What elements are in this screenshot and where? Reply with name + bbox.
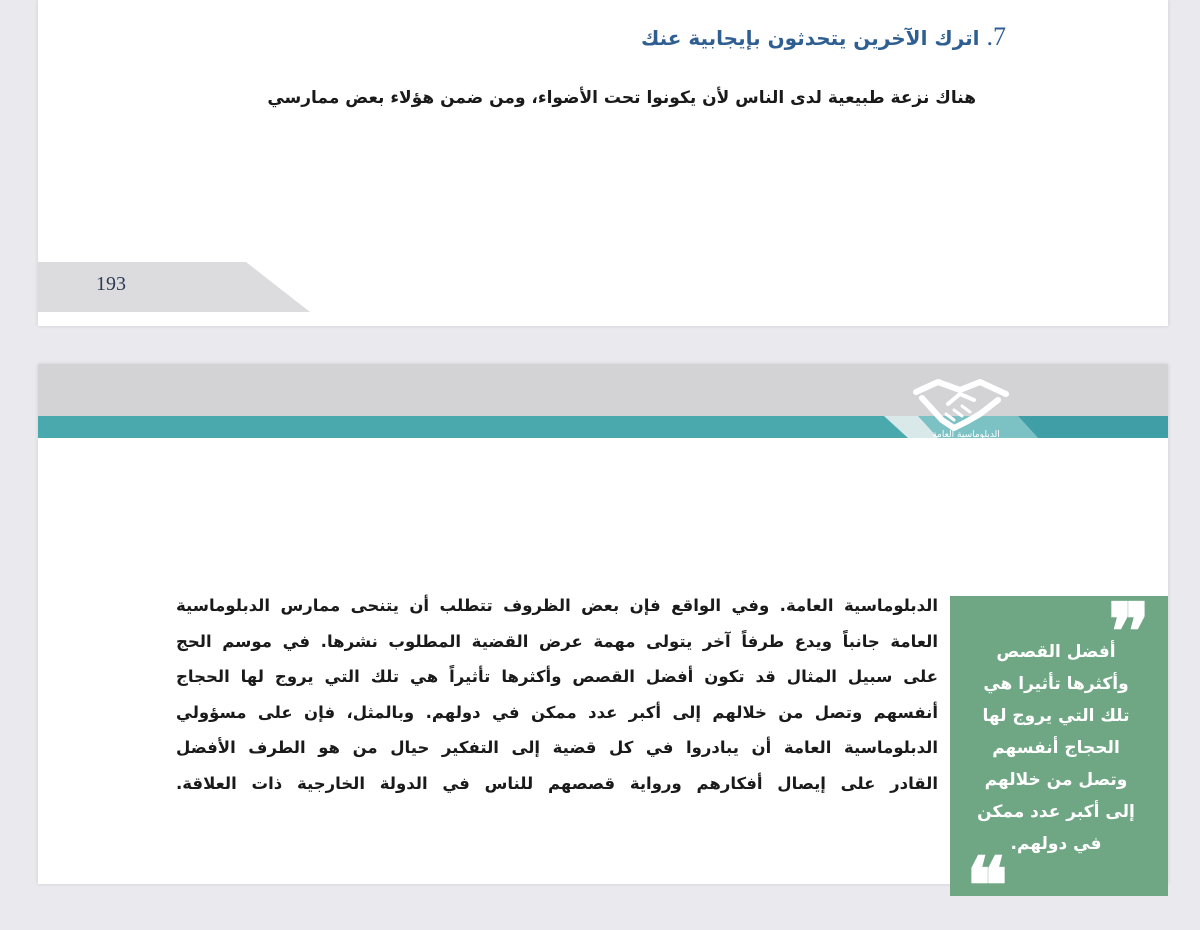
section-title: اترك الآخرين يتحدثون بإيجابية عنك [640, 26, 980, 50]
paragraph-text: هناك نزعة طبيعية لدى الناس لأن يكونوا تحت الأضواء، ومن ضمن هؤلاء بعض ممارسي [267, 88, 976, 108]
section-heading [641, 22, 1006, 52]
body-line: الدبلوماسية العامة. وفي الواقع فإن بعض الظروف تتطلب أن يتنحى ممارس الدبلوماسية [176, 596, 938, 615]
body-line: العامة جانباً ويدع طرفاً آخر يتولى مهمة عرض القضية المطلوب نشرها. في موسم الحج [176, 631, 938, 651]
body-line: القادر على إيصال أفكارهم ورواية قصصهم للناس في الدولة الخارجية ذات العلاقة. [176, 773, 938, 793]
body-line: الدبلوماسية العامة أن يبادروا في كل قضية إلى التفكير حيال من هو الطرف الأفضل [176, 738, 938, 757]
book-page-193 [38, 0, 1168, 326]
quote-line: في دولهم. [1010, 834, 1102, 854]
book-page-next [38, 364, 1168, 930]
body-line: على سبيل المثال قد تكون أفضل القصص وأكثرها تأثيراً هي تلك التي يروج لها الحجاج [176, 667, 938, 686]
body-line: أنفسهم وتصل من خلالهم إلى أكبر عدد ممكن في دولهم. وبالمثل، فإن على مسؤولي [176, 702, 938, 722]
pull-quote-text [958, 636, 1154, 860]
logo-caption: الدبلوماسية العامة [932, 430, 1000, 440]
quote-line: الحجاج أنفسهم [992, 738, 1120, 758]
quote-line: إلى أكبر عدد ممكن [977, 802, 1135, 822]
quote-close-icon: ❝ [966, 843, 1008, 930]
quote-line: وأكثرها تأثيرا هي [983, 674, 1129, 694]
page-number: 193 [96, 273, 126, 295]
quote-open-icon: ❞ [1108, 589, 1150, 676]
quote-line: تلك التي يروج لها [982, 706, 1130, 726]
page-number-band [38, 262, 310, 312]
body-paragraph [176, 588, 938, 801]
section-number: 7. [986, 22, 1006, 51]
quote-line: وتصل من خلالهم [984, 770, 1128, 790]
quote-line: أفضل القصص [996, 642, 1116, 662]
